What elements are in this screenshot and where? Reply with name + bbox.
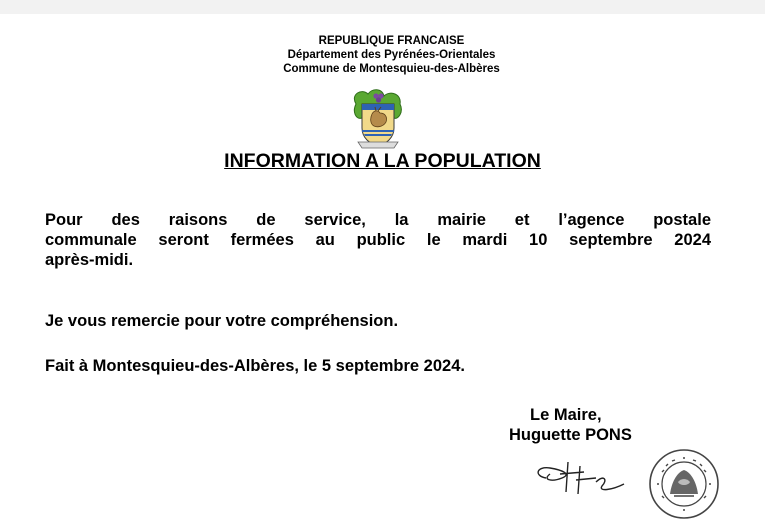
- document-header: [0, 34, 765, 76]
- notice-line: Pour des raisons de service, la mairie et l’agence postale: [45, 211, 711, 229]
- signature-block: [509, 405, 729, 445]
- notice-line: après-midi.: [45, 251, 134, 269]
- signer-name: Huguette PONS: [509, 426, 632, 444]
- header-department: Département des Pyrénées-Orientales: [287, 49, 496, 61]
- mairie-stamp-icon: [648, 448, 720, 520]
- notice-line: communale seront fermées au public le mardi 10 septembre 2024: [45, 231, 711, 249]
- handwritten-signature-icon: [532, 452, 642, 502]
- thanks-paragraph: Je vous remercie pour votre compréhension.: [45, 312, 399, 330]
- notice-paragraph: [45, 210, 711, 270]
- signer-role: Le Maire,: [530, 406, 602, 424]
- viewer-top-strip: [0, 0, 765, 14]
- header-commune: Commune de Montesquieu-des-Albères: [283, 63, 500, 75]
- page-title: INFORMATION A LA POPULATION: [224, 150, 541, 172]
- commune-crest-icon: [348, 86, 408, 152]
- date-place-paragraph: Fait à Montesquieu-des-Albères, le 5 septembre 2024.: [45, 357, 465, 375]
- header-republic: REPUBLIQUE FRANCAISE: [318, 35, 465, 47]
